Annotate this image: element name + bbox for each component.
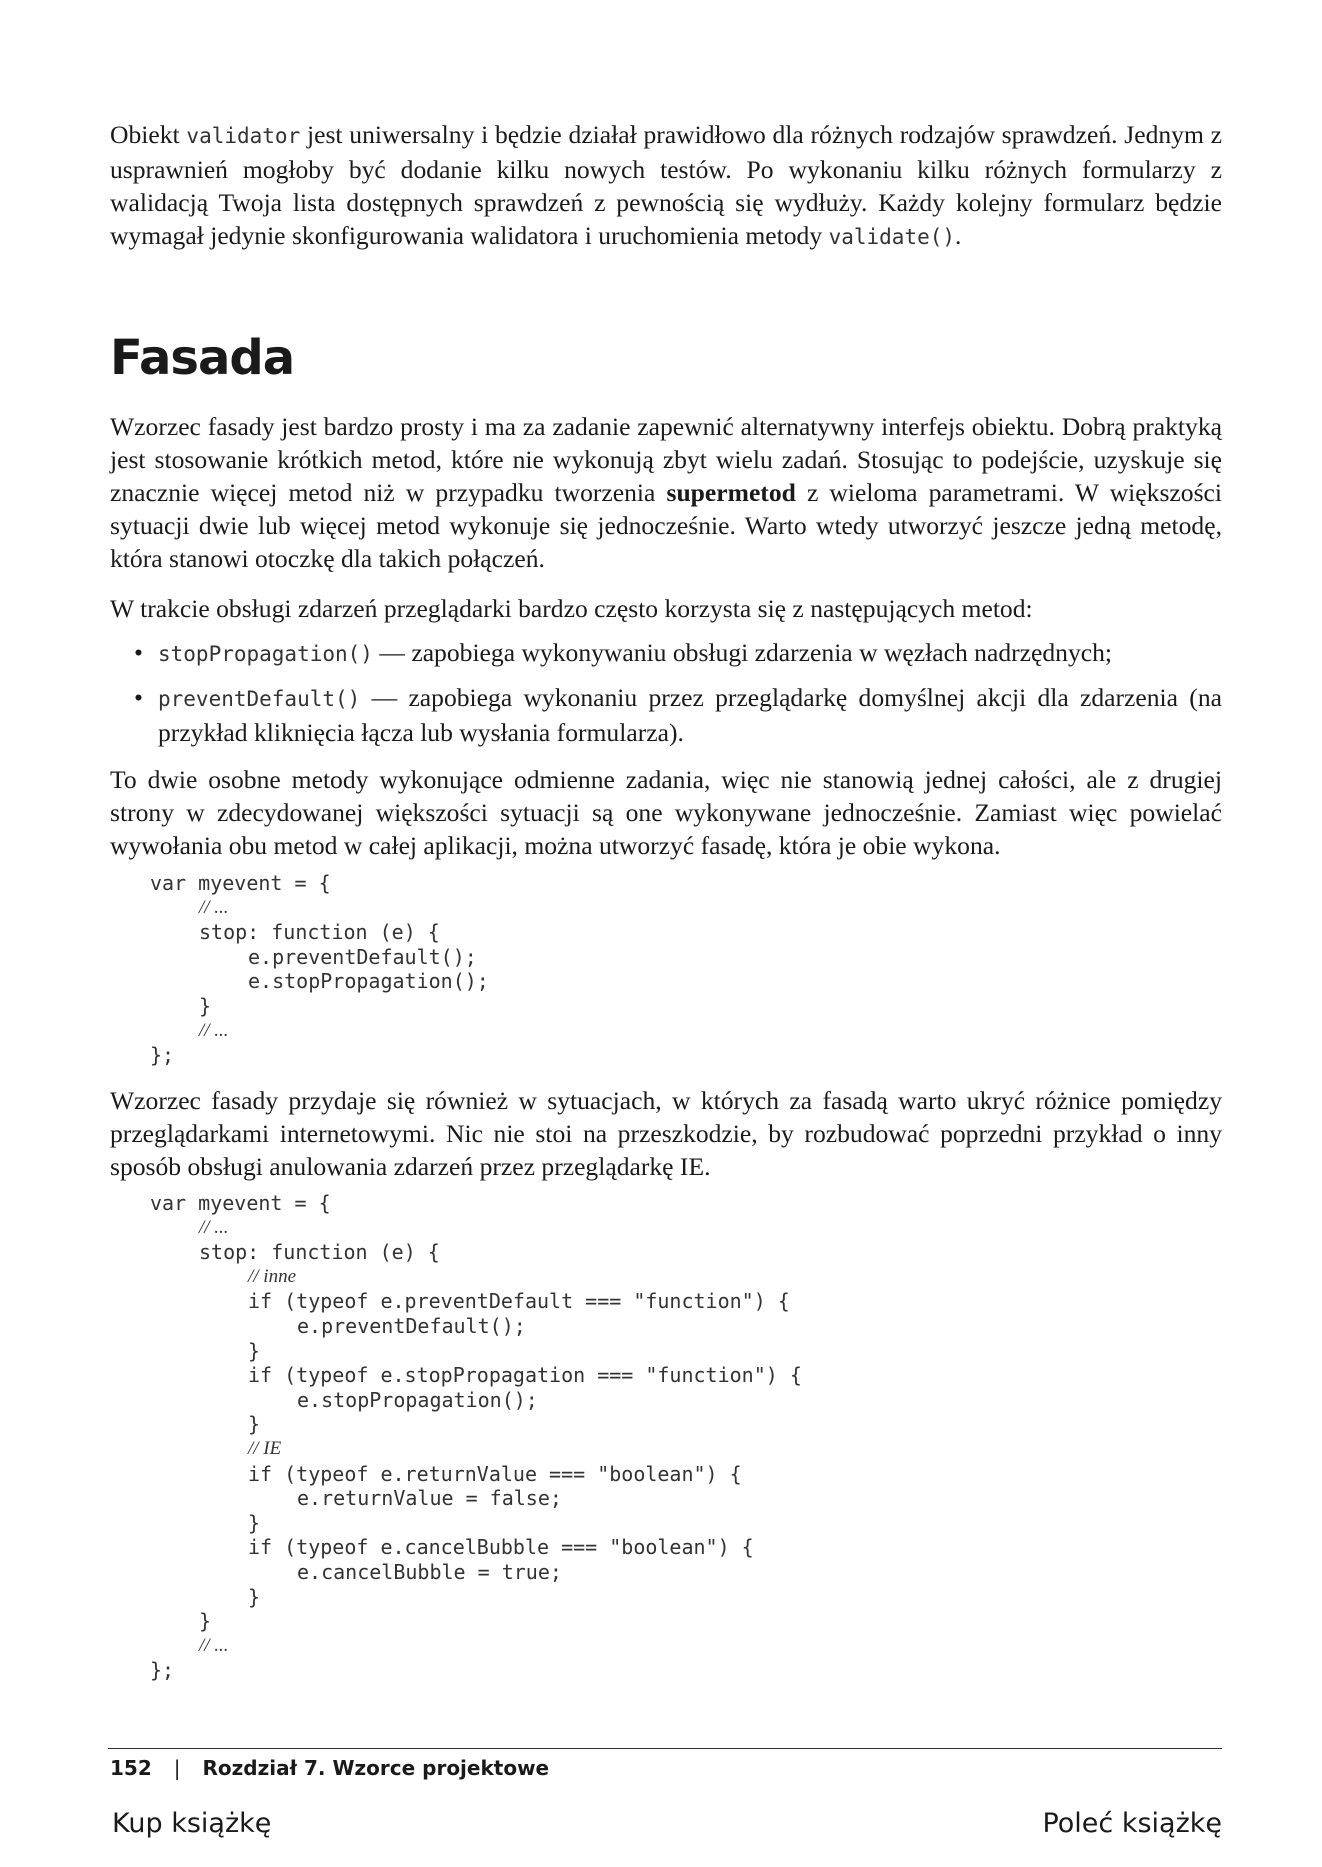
chapter-title: Rozdział 7. Wzorce projektowe <box>202 1756 550 1780</box>
page-number: 152 <box>110 1756 152 1780</box>
recommend-book-link[interactable]: Poleć książkę <box>1042 1808 1222 1839</box>
code-line: } <box>248 1584 261 1609</box>
list-item <box>110 636 1222 671</box>
code-line: var myevent = { <box>150 1191 331 1215</box>
facade-paragraph-1 <box>110 410 1222 575</box>
code-line: e.preventDefault(); <box>248 944 477 969</box>
section-heading: Fasada <box>110 330 295 386</box>
facade-paragraph-4 <box>110 1084 1222 1183</box>
bullet-icon: • <box>134 638 143 667</box>
code-line: var myevent = { <box>150 871 331 895</box>
facade-explanation: To dwie osobne metody wykonujące odmienne zadania, więc nie stanowią jednej całości, ale z drugiej strony w zdecydowanej większości sytuacji są one wykonywane jednocześnie. Zamiast więc powielać wywołania obu metod w całej aplikacji, można utworzyć fasadę, która je obie wykona. <box>110 765 1222 860</box>
code-line: e.returnValue = false; <box>297 1486 562 1511</box>
code-comment: // IE <box>248 1437 282 1459</box>
code-comment: // ... <box>199 1634 229 1656</box>
code-listing-2 <box>150 1191 802 1683</box>
facade-text-b: z wieloma parametrami. W większości sytuacji dwie lub więcej metod wykonuje się jednocześnie. Warto wtedy utworzyć jeszcze jedną metodę, która stanowi otoczkę dla takich połączeń. <box>110 478 1222 573</box>
bullet-icon: • <box>134 683 143 712</box>
intro-text-a: Obiekt <box>110 120 187 149</box>
methods-list <box>110 636 1222 759</box>
method-name: preventDefault() <box>158 687 361 711</box>
method-description: — zapobiega wykonaniu przez przeglądarkę domyślnej akcji dla zdarzenia (na przykład kliknięcia łącza lub wysłania formularza). <box>158 683 1222 747</box>
intro-text-c: . <box>955 221 962 250</box>
code-line: }; <box>150 1043 175 1068</box>
inline-code-validate: validate() <box>828 225 955 249</box>
code-line: } <box>248 1338 261 1363</box>
list-item <box>110 681 1222 749</box>
page-footer <box>110 1756 549 1780</box>
code-line: stop: function (e) { <box>199 1240 440 1265</box>
intro-paragraph <box>110 118 1222 254</box>
bold-term: supermetod <box>666 478 796 507</box>
code-line: } <box>199 1609 212 1634</box>
code-line: } <box>248 1412 261 1437</box>
code-line: if (typeof e.stopPropagation === "function") { <box>248 1363 802 1388</box>
code-line: } <box>199 993 212 1018</box>
code-line: if (typeof e.returnValue === "boolean") { <box>248 1461 742 1486</box>
code-line: stop: function (e) { <box>199 920 440 945</box>
code-line: if (typeof e.preventDefault === "function") { <box>248 1289 790 1314</box>
code-line: e.cancelBubble = true; <box>297 1559 562 1584</box>
code-listing-1 <box>150 871 489 1068</box>
code-line: } <box>248 1510 261 1535</box>
facade-text-a: Wzorzec fasady jest bardzo prosty i ma za zadanie zapewnić alternatywny interfejs obiektu. Dobrą praktyką jest stosowanie krótkich metod, które nie wykonują zbyt wielu zadań. Stosując to podejście, uzyskuje się znacznie więcej metod niż w przypadku tworzenia <box>110 412 1222 507</box>
code-line: e.stopPropagation(); <box>297 1387 538 1412</box>
intro-text-b: jest uniwersalny i będzie działał prawidłowo dla różnych rodzajów sprawdzeń. Jednym z usprawnień mogłoby być dodanie kilku nowych testów. Po wykonaniu kilku różnych formularzy z walidacją Twoja lista dostępnych sprawdzeń z pewnością się wydłuży. Każdy kolejny formularz będzie wymagał jedynie skonfigurowania walidatora i uruchomienia metody <box>110 120 1223 250</box>
inline-code-validator: validator <box>186 124 301 148</box>
facade-paragraph-3 <box>110 763 1222 862</box>
code-line: e.preventDefault(); <box>297 1313 526 1338</box>
footer-rule <box>108 1748 1222 1749</box>
code-comment: // inne <box>248 1265 297 1287</box>
code-comment: // ... <box>199 1019 229 1041</box>
facade-paragraph-2 <box>110 592 1222 625</box>
facade-browser-text: Wzorzec fasady przydaje się również w sytuacjach, w których za fasadą warto ukryć różnice pomiędzy przeglądarkami internetowymi. Nic nie stoi na przeszkodzie, by rozbudować poprzedni przykład o inny sposób obsługi anulowania zdarzeń przez przeglądarkę IE. <box>110 1086 1222 1181</box>
code-line: }; <box>150 1658 175 1683</box>
footer-separator: | <box>173 1756 181 1780</box>
code-line: if (typeof e.cancelBubble === "boolean") { <box>248 1535 754 1560</box>
code-comment: // ... <box>199 1216 229 1238</box>
buy-book-link[interactable]: Kup książkę <box>112 1808 272 1839</box>
method-name: stopPropagation() <box>158 642 373 666</box>
method-description: — zapobiega wykonywaniu obsługi zdarzenia w węzłach nadrzędnych; <box>372 638 1113 667</box>
code-comment: // ... <box>199 896 229 918</box>
code-line: e.stopPropagation(); <box>248 969 489 994</box>
methods-intro: W trakcie obsługi zdarzeń przeglądarki bardzo często korzysta się z następujących metod: <box>110 594 1033 623</box>
